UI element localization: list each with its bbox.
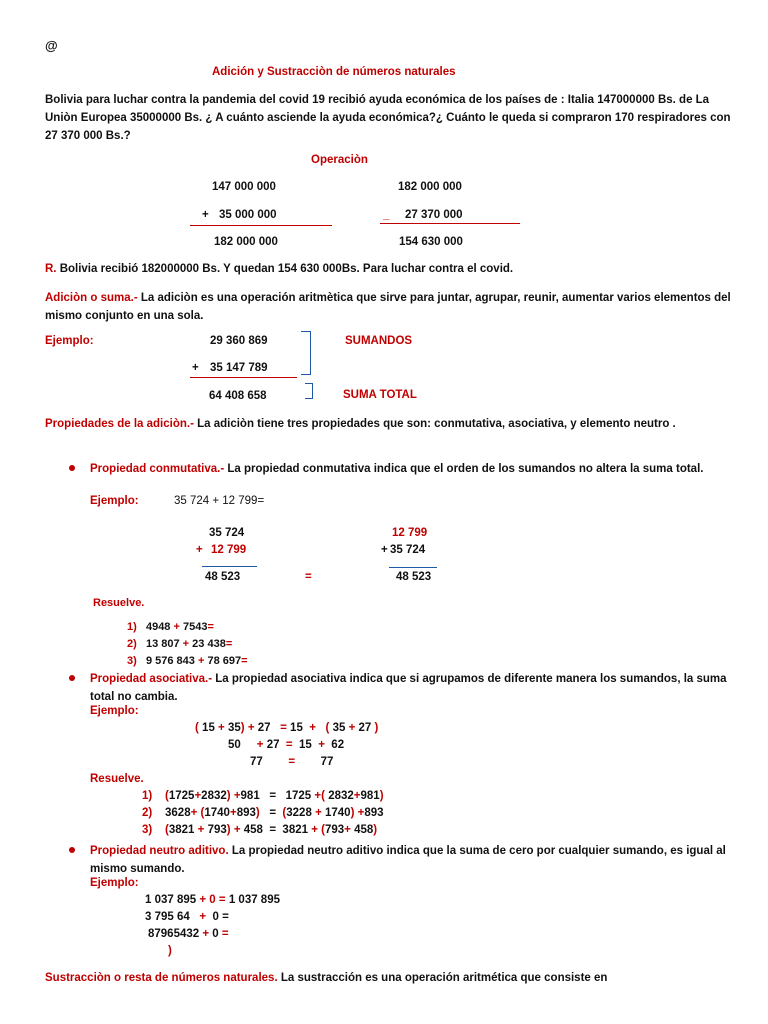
num: 35 (332, 722, 346, 734)
assoc-line-3 (250, 756, 333, 768)
op2-result: 154 630 000 (399, 236, 463, 248)
neutro-ejemplo-label: Ejemplo: (90, 877, 139, 889)
example-sign: + (192, 362, 199, 374)
neutro-definition (90, 842, 730, 878)
ex-num: 3) (127, 655, 137, 667)
adicion-definition (45, 289, 735, 325)
comm-right-sign: + (381, 544, 388, 556)
example-result: 64 408 658 (209, 390, 267, 402)
comm-left-a: 35 724 (209, 527, 245, 539)
ex-y: 78 697 (207, 655, 242, 667)
answer-text: Bolivia recibió 182000000 Bs. Y quedan 154 630 000Bs. Para luchar contra el covid. (56, 263, 514, 275)
eq: = (221, 928, 229, 940)
op1-underline (190, 225, 332, 226)
op2-minuend: 182 000 000 (398, 181, 462, 193)
comm-exercise-2 (127, 638, 232, 650)
paren: ( (282, 807, 287, 819)
conmutativa-label: Propiedad conmutativa.- (90, 463, 225, 475)
conmutativa-text: La propiedad conmutativa indica que el orden de los sumandos no altera la suma total. (224, 463, 704, 475)
op: + (348, 722, 356, 734)
paren: ) (226, 824, 231, 836)
comm-exercise-1 (127, 621, 214, 633)
num: 15 (299, 739, 312, 751)
num: 458 (243, 824, 263, 836)
total-bracket (305, 383, 313, 399)
adicion-text: La adiciòn es una operación aritmètica que sirve para juntar, agrupar, reunir, aumentar varios elementos del mismo conjunto en una sola. (45, 292, 731, 322)
ex-eq: = (241, 655, 248, 667)
num: 77 (320, 756, 334, 768)
op: + (256, 739, 264, 751)
paren: ( (165, 790, 169, 802)
op1-result: 182 000 000 (214, 236, 278, 248)
num: 1 037 895 (145, 894, 197, 906)
num: 27 (257, 722, 271, 734)
op: + (344, 824, 351, 836)
comm-resuelve-label: Resuelve. (93, 597, 145, 609)
paren: ( (200, 807, 205, 819)
ex-op: + (197, 655, 205, 667)
num: 793 (207, 824, 227, 836)
example-addend-b: 35 147 789 (210, 362, 268, 374)
asociativa-definition (90, 670, 730, 706)
comm-left-sign: + (196, 544, 203, 556)
asociativa-ejemplo-label: Ejemplo: (90, 705, 139, 717)
num: 793 (324, 824, 345, 836)
comm-left-underline (202, 566, 257, 567)
total-label: SUMA TOTAL (343, 389, 417, 401)
ex-x: 9 576 843 (145, 655, 195, 667)
op: + (353, 790, 361, 802)
paren: ) (374, 722, 379, 734)
num: 1 037 895 (228, 894, 280, 906)
op: + (190, 807, 198, 819)
num: 1725 (285, 790, 312, 802)
sustraccion-text: La sustracción es una operación aritmética que consiste en (277, 972, 608, 984)
example-addend-a: 29 360 869 (210, 335, 268, 347)
op: + (197, 824, 205, 836)
neutro-label: Propiedad neutro aditivo. (90, 845, 229, 857)
paren: ( (165, 824, 169, 836)
paren: ( (325, 722, 330, 734)
paren: ) (240, 722, 245, 734)
op: + (233, 824, 241, 836)
ex-op: + (173, 621, 180, 633)
op: + (199, 911, 207, 923)
paren: ( (321, 790, 325, 802)
paren: ) (373, 824, 378, 836)
ex-num: 1) (142, 790, 153, 802)
num: 3628 (165, 807, 191, 819)
zero: 0 (212, 911, 219, 923)
comm-exercise-3 (127, 655, 248, 667)
assoc-exercise-3 (142, 824, 377, 836)
op: + (194, 790, 202, 802)
num: 50 (228, 739, 241, 751)
assoc-exercise-2 (142, 807, 384, 819)
paren: ( (195, 722, 199, 734)
comm-right-underline (389, 567, 437, 568)
paren: ) (255, 807, 260, 819)
neutro-stray-paren: ) (168, 945, 172, 957)
op: + (202, 928, 210, 940)
eq: = (218, 894, 226, 906)
num: 62 (331, 739, 345, 751)
answer-line (45, 263, 513, 275)
bullet-neutro (69, 847, 75, 853)
neutro-line-3 (148, 928, 229, 940)
paren: ) (226, 790, 231, 802)
num: 27 (358, 722, 372, 734)
ex-eq: = (207, 621, 214, 633)
ex-op: + (182, 638, 190, 650)
ex-num: 2) (127, 638, 137, 650)
sustraccion-label: Sustracciòn o resta de números naturales. (45, 972, 278, 984)
num: 1740 (324, 807, 351, 819)
asociativa-text: La propiedad asociativa indica que si agrupamos de diferente manera los sumandos, la suma total no cambia. (90, 673, 727, 703)
problem-statement: Bolivia para luchar contra la pandemia del covid 19 recibió ayuda económica de los países de : Italia 147000000 Bs. de La Uniòn Europea 35000000 Bs. ¿ A cuánto asciende la ayuda económica?¿ Cuánto le queda si compraron 170 respiradores con 27 370 000 Bs.? (45, 94, 731, 142)
op: + (318, 739, 325, 751)
assoc-line-2 (228, 739, 344, 751)
num: 3228 (286, 807, 312, 819)
num: 3821 (282, 824, 309, 836)
propiedades-text: La adiciòn tiene tres propiedades que son: conmutativa, asociativa, y elemento neutro . (193, 418, 676, 430)
ex-x: 13 807 (145, 638, 180, 650)
assoc-line-1 (195, 722, 378, 734)
ex-x: 4948 (145, 621, 171, 633)
answer-label: R. (45, 263, 57, 275)
num: 893 (364, 807, 384, 819)
op: + (229, 807, 237, 819)
addends-label: SUMANDOS (345, 335, 413, 347)
num: 2832 (328, 790, 354, 802)
asociativa-label: Propiedad asociativa.- (90, 673, 213, 685)
eq: = (280, 722, 287, 734)
num: 458 (354, 824, 374, 836)
num: 3 795 64 (145, 911, 190, 923)
num: 35 (227, 722, 241, 734)
zero: 0 (212, 928, 219, 940)
num: 27 (266, 739, 280, 751)
op: + (309, 722, 316, 734)
op2-underline (380, 223, 520, 224)
comm-left-result: 48 523 (205, 571, 241, 583)
propiedades-label: Propiedades de la adiciòn.- (45, 418, 194, 430)
op: + (311, 824, 318, 836)
assoc-exercise-1 (142, 790, 384, 802)
comm-right-result: 48 523 (396, 571, 432, 583)
num: 981 (240, 790, 260, 802)
num: 893 (236, 807, 256, 819)
eq: = (269, 824, 277, 836)
op: + (199, 894, 207, 906)
num: 981 (360, 790, 380, 802)
sustraccion-definition (45, 972, 607, 984)
neutro-text: La propiedad neutro aditivo indica que la suma de cero por cualquier sumando, es igual al mismo sumando. (90, 845, 726, 875)
paren: ) (350, 807, 355, 819)
ex-y: 7543 (183, 621, 208, 633)
num: 2832 (201, 790, 227, 802)
bullet-conmutativa (69, 465, 75, 471)
ex-y: 23 438 (192, 638, 226, 650)
eq: = (269, 790, 277, 802)
operacion-heading: Operaciòn (311, 154, 368, 166)
op1-addend-a: 147 000 000 (212, 181, 276, 193)
eq: = (285, 739, 293, 751)
neutro-line-2 (145, 911, 229, 923)
op1-sign: + (202, 209, 209, 221)
op: + (233, 790, 241, 802)
op: + (218, 722, 225, 734)
assoc-resuelve-label: Resuelve. (90, 773, 144, 785)
ex-eq: = (225, 638, 233, 650)
example-underline (190, 377, 297, 378)
paren: ) (379, 790, 384, 802)
conmutativa-definition (90, 460, 730, 478)
op2-sign: _ (383, 209, 390, 221)
num: 1740 (204, 807, 230, 819)
op1-addend-b: 35 000 000 (219, 209, 277, 221)
comm-right-b: 35 724 (390, 544, 426, 556)
ex-num: 3) (142, 824, 153, 836)
eq: = (222, 911, 229, 923)
op: + (315, 807, 322, 819)
ex-num: 2) (142, 807, 153, 819)
num: 77 (250, 756, 263, 768)
op2-subtrahend: 27 370 000 (405, 209, 463, 221)
ejemplo-label: Ejemplo: (45, 335, 94, 347)
eq: = (288, 756, 296, 768)
comm-equals: = (305, 571, 312, 583)
op: + (357, 807, 365, 819)
op: + (247, 722, 255, 734)
propiedades-intro (45, 415, 735, 433)
eq: = (269, 807, 277, 819)
bullet-asociativa (69, 675, 75, 681)
addends-bracket (301, 331, 311, 375)
op: + (314, 790, 322, 802)
zero: 0 (209, 894, 216, 906)
neutro-line-1 (145, 894, 280, 906)
adicion-label: Adiciòn o suma.- (45, 292, 138, 304)
comm-left-b: 12 799 (211, 544, 247, 556)
conmutativa-ejemplo-label: Ejemplo: (90, 495, 139, 507)
paren: ( (321, 824, 325, 836)
page-title: Adición y Sustracciòn de números naturales (212, 66, 456, 78)
ex-num: 1) (127, 621, 137, 633)
at-symbol: @ (45, 38, 58, 53)
comm-right-a: 12 799 (392, 527, 428, 539)
num: 15 (290, 722, 303, 734)
num: 15 (202, 722, 215, 734)
num: 87965432 (148, 928, 200, 940)
num: 3821 (168, 824, 195, 836)
conmutativa-ejemplo-expr: 35 724 + 12 799= (174, 495, 265, 507)
num: 1725 (168, 790, 195, 802)
